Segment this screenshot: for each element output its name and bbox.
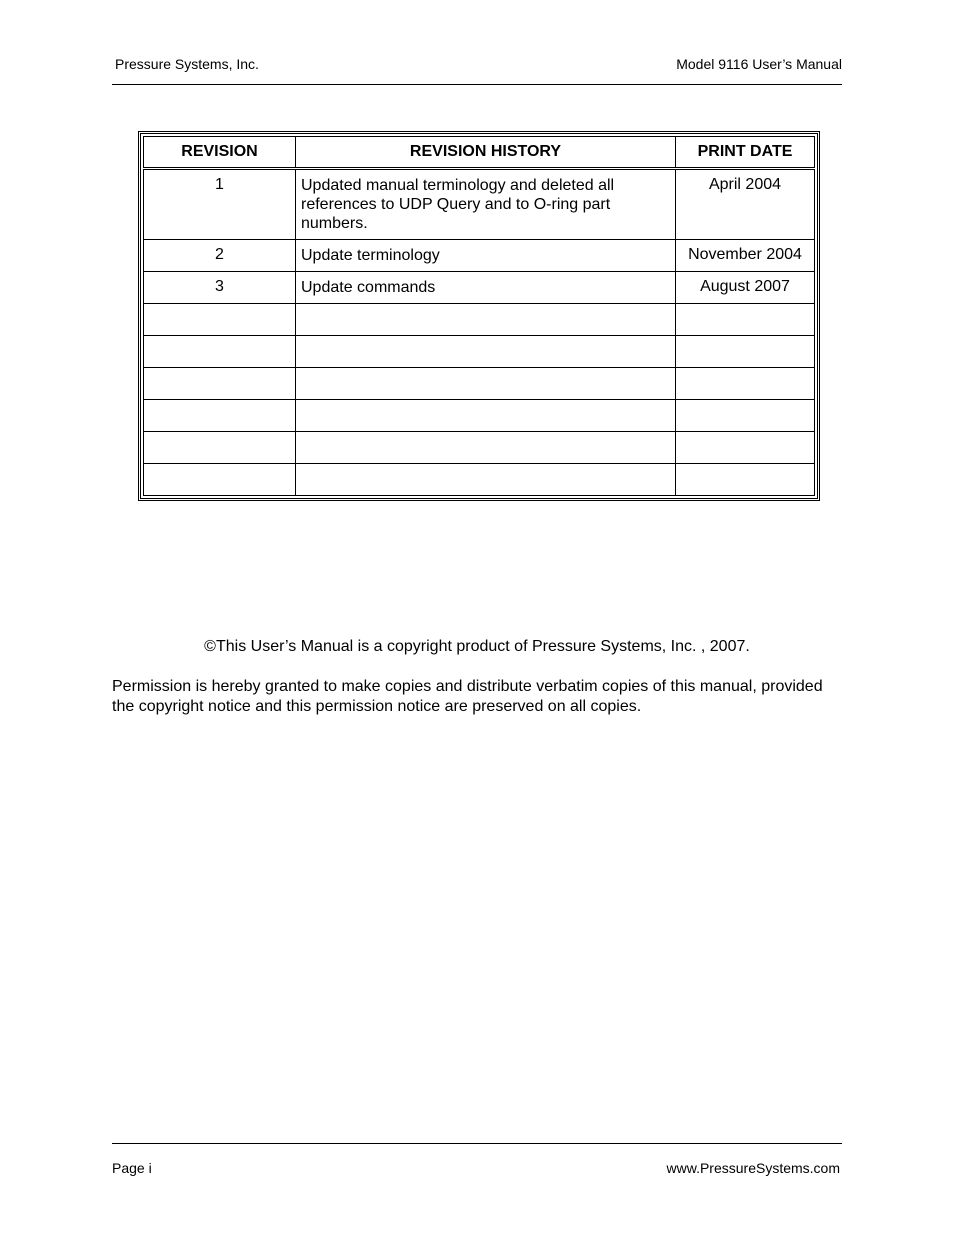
revision-table-frame — [138, 131, 820, 501]
print-date: April 2004 — [676, 169, 815, 240]
revision-table — [143, 136, 815, 496]
empty-table-row — [144, 304, 815, 336]
table-row — [144, 240, 815, 272]
print-date: August 2007 — [676, 272, 815, 304]
footer-divider — [112, 1143, 842, 1144]
column-header-revision-history: REVISION HISTORY — [296, 137, 676, 169]
table-row — [144, 272, 815, 304]
empty-table-row — [144, 464, 815, 496]
column-header-print-date: PRINT DATE — [676, 137, 815, 169]
revision-number: 2 — [144, 240, 296, 272]
column-header-revision: REVISION — [144, 137, 296, 169]
revision-history: Updated manual terminology and deleted all references to UDP Query and to O-ring part numbers. — [296, 169, 676, 240]
revision-number: 3 — [144, 272, 296, 304]
header-divider — [112, 84, 842, 85]
revision-history: Update terminology — [296, 240, 676, 272]
print-date: November 2004 — [676, 240, 815, 272]
empty-table-row — [144, 432, 815, 464]
empty-table-row — [144, 336, 815, 368]
page-number: Page i — [112, 1160, 152, 1176]
permission-notice: Permission is hereby granted to make copies and distribute verbatim copies of this manual, provided the copyright notice and this permission notice are preserved on all copies. — [112, 678, 823, 715]
header-manual-title: Model 9116 User’s Manual — [676, 56, 842, 72]
header-company: Pressure Systems, Inc. — [115, 56, 259, 72]
empty-table-row — [144, 368, 815, 400]
empty-table-row — [144, 400, 815, 432]
table-row — [144, 169, 815, 240]
revision-number: 1 — [144, 169, 296, 240]
website-link[interactable]: www.PressureSystems.com — [666, 1160, 840, 1176]
copyright-notice: ©This User’s Manual is a copyright product of Pressure Systems, Inc. , 2007. — [204, 638, 750, 655]
table-header-row — [144, 137, 815, 169]
revision-history: Update commands — [296, 272, 676, 304]
